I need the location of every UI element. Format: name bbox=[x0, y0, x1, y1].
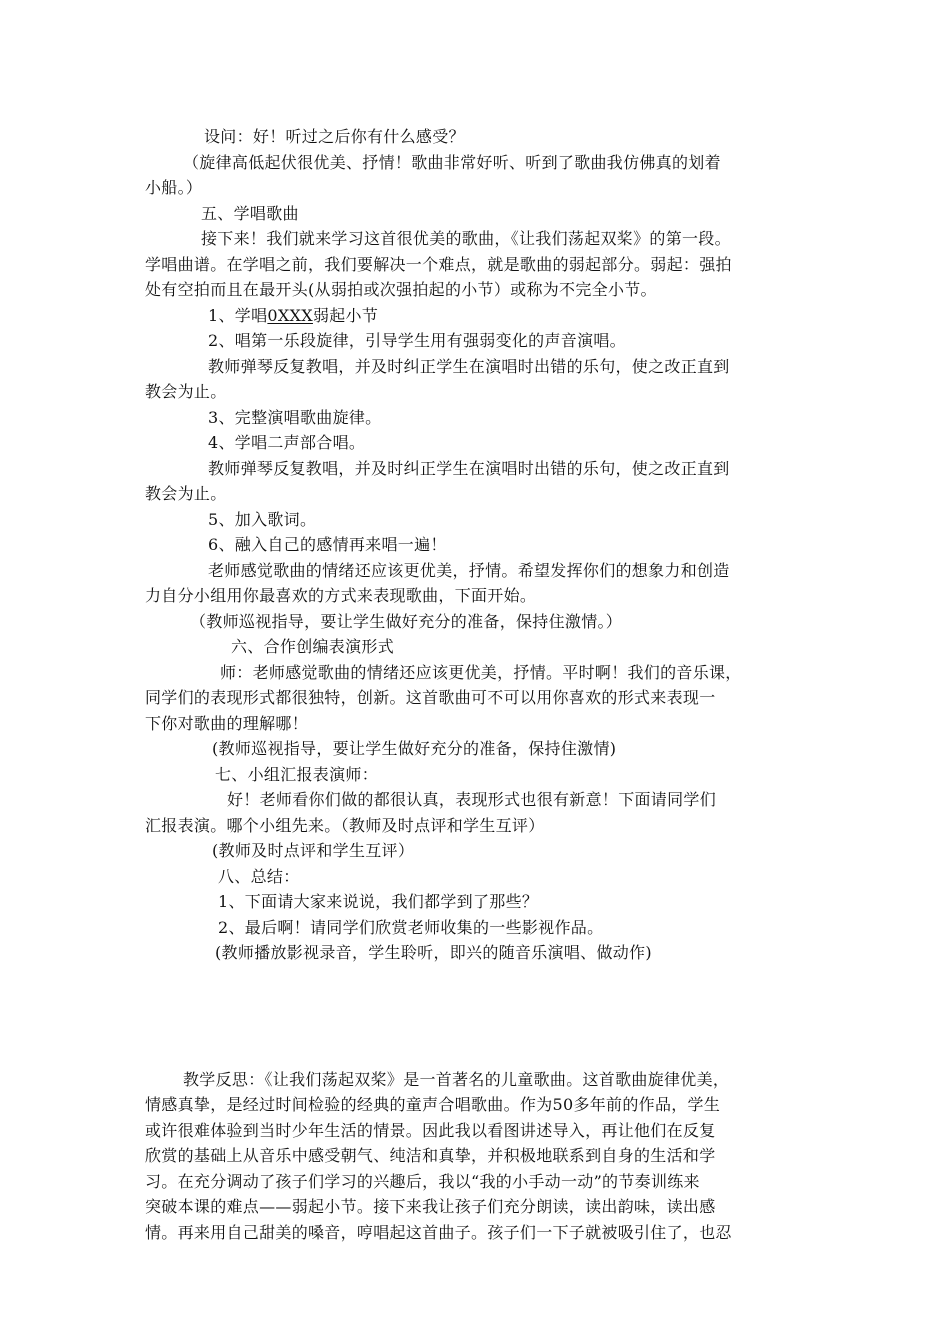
text-line: （旋律高低起伏很优美、抒情！歌曲非常好听、听到了歌曲我仿佛真的划着 bbox=[183, 153, 721, 172]
text-line: 下你对歌曲的理解哪！ bbox=[145, 714, 309, 733]
reflection-line: 教学反思：《让我们荡起双桨》是一首著名的儿童歌曲。这首歌曲旋律优美， bbox=[183, 1070, 730, 1089]
text-line: 4、学唱二声部合唱。 bbox=[208, 433, 366, 452]
text-line: 学唱曲谱。在学唱之前，我们要解决一个难点，就是歌曲的弱起部分。弱起：强拍 bbox=[145, 255, 732, 274]
text-line bbox=[208, 304, 378, 328]
text-line: 5、加入歌词。 bbox=[208, 510, 317, 529]
text-line: 处有空拍而且在最开头(从弱拍或次强拍起的小节）或称为不完全小节。 bbox=[145, 280, 657, 299]
section-heading: 八、总结： bbox=[218, 867, 300, 886]
reflection-line: 情。再来用自己甜美的嗓音，哼唱起这首曲子。孩子们一下子就被吸引住了，也忍 bbox=[145, 1223, 732, 1242]
text-line: 2、唱第一乐段旋律，引导学生用有强弱变化的声音演唱。 bbox=[208, 331, 626, 350]
text-line: 师：老师感觉歌曲的情绪还应该更优美，抒情。平时啊！我们的音乐课， bbox=[220, 663, 742, 682]
reflection-line: 或许很难体验到当时少年生活的情景。因此我以看图讲述导入，再让他们在反复 bbox=[145, 1121, 716, 1140]
text-line: (教师及时点评和学生互评） bbox=[212, 841, 415, 860]
text-line: （教师巡视指导，要让学生做好充分的准备，保持住激情。） bbox=[190, 612, 623, 631]
text-line: (教师播放影视录音，学生聆听，即兴的随音乐演唱、做动作) bbox=[215, 943, 652, 962]
text-line: 设问：好！听过之后你有什么感受？ bbox=[204, 127, 465, 146]
text-line: (教师巡视指导，要让学生做好充分的准备，保持住激情) bbox=[212, 739, 617, 758]
text-line: 好！老师看你们做的都很认真，表现形式也很有新意！下面请同学们 bbox=[227, 790, 717, 809]
text-line: 力自分小组用你最喜欢的方式来表现歌曲，下面开始。 bbox=[145, 586, 537, 605]
rhythm-notation: 0XXX bbox=[267, 306, 313, 325]
text-line: 接下来！我们就来学习这首很优美的歌曲，《让我们荡起双桨》的第一段。 bbox=[201, 229, 731, 248]
section-heading: 七、小组汇报表演师： bbox=[215, 765, 379, 784]
text-line: 同学们的表现形式都很独特，创新。这首歌曲可不可以用你喜欢的形式来表现一 bbox=[145, 688, 716, 707]
reflection-line: 突破本课的难点——弱起小节。接下来我让孩子们充分朗读，读出韵味，读出感 bbox=[145, 1197, 716, 1216]
text-line: 汇报表演。哪个小组先来。（教师及时点评和学生互评） bbox=[145, 816, 545, 835]
text-line: 教师弹琴反复教唱，并及时纠正学生在演唱时出错的乐句，使之改正直到 bbox=[208, 459, 730, 478]
reflection-line: 情感真挚，是经过时间检验的经典的童声合唱歌曲。作为50多年前的作品，学生 bbox=[145, 1095, 721, 1114]
reflection-line: 欣赏的基础上从音乐中感受朝气、纯洁和真挚，并积极地联系到自身的生活和学 bbox=[145, 1146, 716, 1165]
list-item-label: 1、学唱 bbox=[208, 306, 268, 325]
text-line: 教师弹琴反复教唱，并及时纠正学生在演唱时出错的乐句，使之改正直到 bbox=[208, 357, 730, 376]
section-heading: 五、学唱歌曲 bbox=[201, 204, 299, 223]
reflection-line: 习。在充分调动了孩子们学习的兴趣后，我以“我的小手动一动”的节奏训练来 bbox=[145, 1172, 700, 1191]
text-line: 教会为止。 bbox=[145, 382, 227, 401]
text-line: 2、最后啊！请同学们欣赏老师收集的一些影视作品。 bbox=[218, 918, 604, 937]
text-line: 小船。） bbox=[145, 178, 203, 197]
section-heading: 六、合作创编表演形式 bbox=[231, 637, 395, 656]
text-line: 老师感觉歌曲的情绪还应该更优美，抒情。希望发挥你们的想象力和创造 bbox=[208, 561, 730, 580]
list-item-text: 弱起小节 bbox=[312, 306, 379, 325]
text-line: 教会为止。 bbox=[145, 484, 227, 503]
text-line: 1、下面请大家来说说，我们都学到了那些？ bbox=[218, 892, 539, 911]
text-line: 3、完整演唱歌曲旋律。 bbox=[208, 408, 382, 427]
text-line: 6、融入自己的感情再来唱一遍！ bbox=[208, 535, 447, 554]
